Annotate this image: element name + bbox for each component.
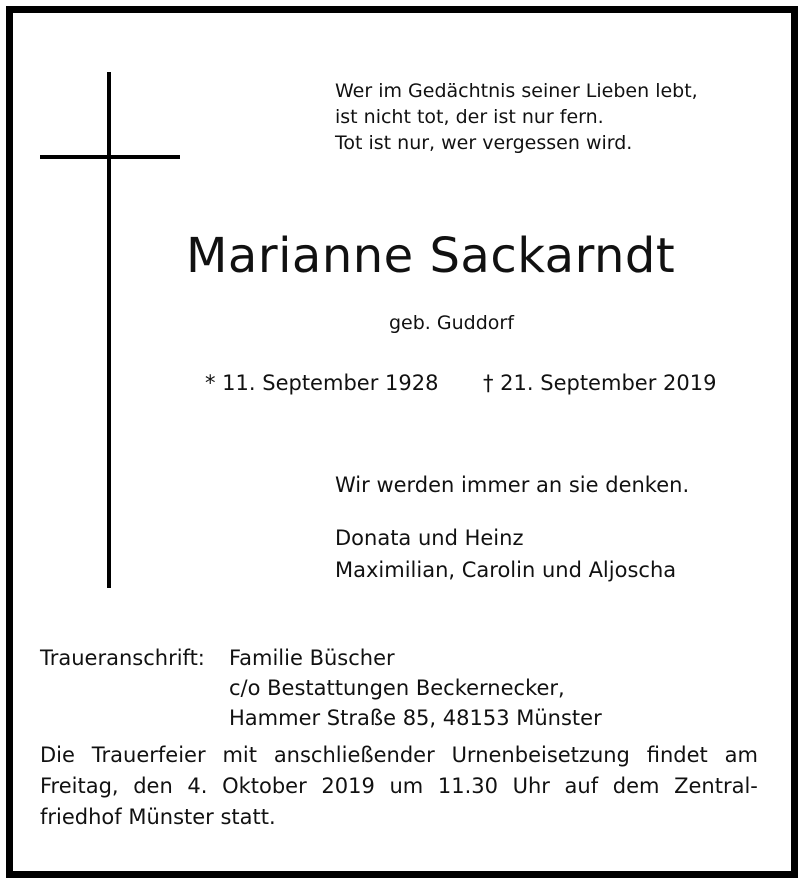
birth-date: * 11. September 1928 xyxy=(205,371,439,395)
ceremony-word: auf xyxy=(564,774,599,798)
mourner-line: Donata und Heinz xyxy=(335,526,524,550)
ceremony-line: friedhof Münster statt. xyxy=(40,805,276,829)
poem-line: ist nicht tot, der ist nur fern. xyxy=(335,106,604,128)
ceremony-word: dem xyxy=(612,774,660,798)
ceremony-word: anschließender xyxy=(273,743,435,767)
ceremony-word: am xyxy=(724,743,758,767)
ceremony-info xyxy=(40,740,758,833)
deceased-name: Marianne Sackarndt xyxy=(186,228,676,284)
cross-icon-crossbar xyxy=(40,155,180,159)
death-date: † 21. September 2019 xyxy=(483,371,717,395)
ceremony-word: Uhr xyxy=(512,774,550,798)
ceremony-word: Oktober xyxy=(222,774,307,798)
remembrance-text: Wir werden immer an sie denken. xyxy=(335,473,690,497)
ceremony-word: mit xyxy=(222,743,257,767)
ceremony-word: Zentral- xyxy=(674,774,758,798)
address-line: c/o Bestattungen Beckernecker, xyxy=(229,676,565,700)
mourners xyxy=(335,522,676,586)
ceremony-word: Freitag, xyxy=(40,774,119,798)
ceremony-line xyxy=(40,740,758,771)
ceremony-line xyxy=(40,771,758,802)
address-label: Traueranschrift: xyxy=(40,646,205,670)
ceremony-word: Urnenbeisetzung xyxy=(451,743,630,767)
cross-icon xyxy=(107,72,111,588)
address-line: Familie Büscher xyxy=(229,646,395,670)
ceremony-word: um xyxy=(389,774,424,798)
ceremony-word: Trauerfeier xyxy=(91,743,206,767)
ceremony-word: 2019 xyxy=(321,774,375,798)
address-line: Hammer Straße 85, 48153 Münster xyxy=(229,706,602,730)
address xyxy=(229,643,602,733)
maiden-name: geb. Guddorf xyxy=(389,312,514,334)
ceremony-word: 11.30 xyxy=(437,774,498,798)
poem-line: Tot ist nur, wer vergessen wird. xyxy=(335,132,633,154)
ceremony-word: findet xyxy=(646,743,708,767)
poem xyxy=(335,78,698,156)
ceremony-word: Die xyxy=(40,743,75,767)
mourner-line: Maximilian, Carolin und Aljoscha xyxy=(335,558,677,582)
ceremony-word: den xyxy=(133,774,173,798)
ceremony-word: 4. xyxy=(187,774,208,798)
poem-line: Wer im Gedächtnis seiner Lieben lebt, xyxy=(335,80,698,102)
